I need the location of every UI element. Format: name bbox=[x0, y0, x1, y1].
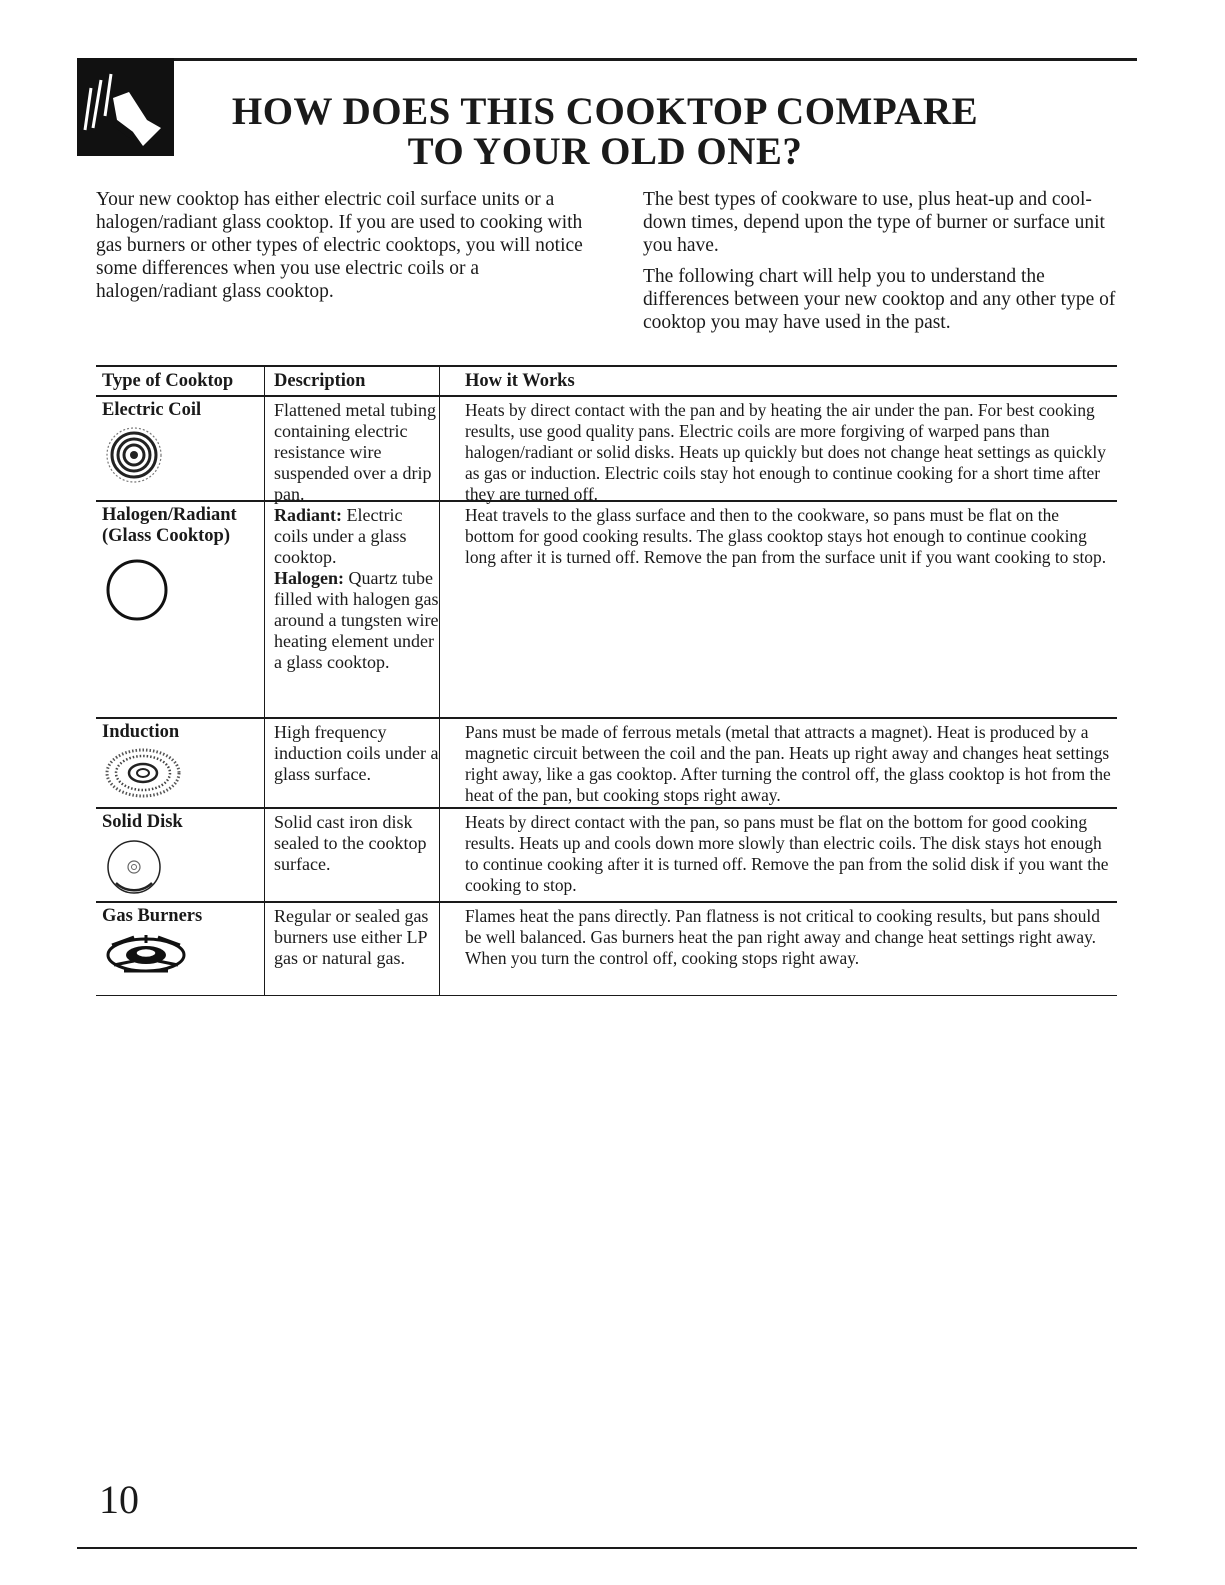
page-title bbox=[180, 92, 1030, 172]
solid-disk-icon bbox=[104, 837, 264, 902]
title-line-1: HOW DOES THIS COOKTOP COMPARE bbox=[231, 90, 979, 133]
header-description: Description bbox=[264, 367, 439, 395]
type-name: Gas Burners bbox=[102, 906, 203, 926]
how-it-works-text: Heats by direct contact with the pan and by heating the air under the pan. For best cooking results, use good quality pans. Electric coils are more forgiving of warped pans than halogen/radiant or solid disks. Heats up quickly but does not change heat settings as quickly as gas or induction. Electric coils stay hot enough to continue cooking for a short time after they are turned off. bbox=[465, 400, 1106, 504]
bottom-rule bbox=[77, 1547, 1137, 1549]
table-row bbox=[96, 502, 1117, 719]
how-it-works-text: Flames heat the pans directly. Pan flatness is not critical to cooking results, but pans should be well balanced. Gas burners heat the pan right away and change heat settings right away. When you turn the control off, cooking stops right away. bbox=[465, 906, 1100, 968]
description-text: Regular or sealed gas burners use either LP gas or natural gas. bbox=[274, 906, 429, 968]
type-name: Induction bbox=[102, 722, 180, 742]
how-it-works-text: Heat travels to the glass surface and then to the cookware, so pans must be flat on the bottom for good cooking results. The glass cooktop stays hot enough to continue cooking long after it is turned off. Remove the pan from the surface unit if you want cooking to stop. bbox=[465, 505, 1107, 567]
halogen-label: Halogen: bbox=[274, 568, 344, 588]
header-how-it-works: How it Works bbox=[439, 367, 1117, 395]
top-rule bbox=[170, 58, 1137, 61]
halogen-description: Quartz tube filled with halogen gas around a tungsten wire heating element under a glass cooktop. bbox=[274, 568, 439, 672]
radiant-description: Electric coils under a glass cooktop. bbox=[274, 505, 407, 567]
electric-coil-icon bbox=[104, 425, 264, 490]
cooktop-comparison-table bbox=[96, 365, 1117, 996]
description-text: Solid cast iron disk sealed to the cooktop surface. bbox=[274, 812, 427, 874]
table-row bbox=[96, 719, 1117, 809]
how-it-works-text: Pans must be made of ferrous metals (metal that attracts a magnet). Heat is produced by a magnetic circuit between the coil and the pan. Heats up right away and changes heat settings right away, like a gas cooktop. After turning the control off, the glass cooktop is hot from the heat of the pan, but cooking stops right away. bbox=[465, 722, 1111, 805]
table-row bbox=[96, 397, 1117, 502]
glass-cooktop-ring-icon bbox=[104, 557, 264, 628]
how-it-works-text: Heats by direct contact with the pan, so pans must be flat on the bottom for good cooking results. Heats up and cools down more slowly than electric coils. The disk stays hot enough to continue cooking after it is turned off. Remove the pan from the solid disk if you want the cooking to stop. bbox=[465, 812, 1109, 895]
type-name-sub: (Glass Cooktop) bbox=[102, 526, 230, 546]
type-name: Solid Disk bbox=[102, 812, 183, 832]
description-text: High frequency induction coils under a glass surface. bbox=[274, 722, 439, 784]
intro-right-paragraph-2: The following chart will help you to understand the differences between your new cooktop and any other type of cooktop you may have used in the past. bbox=[643, 266, 1116, 333]
intro-left-paragraph: Your new cooktop has either electric coil surface units or a halogen/radiant glass cooktop. If you are used to cooking with gas burners or other types of electric cooktops, you will notice some differences when you use electric coils or a halogen/radiant glass cooktop. bbox=[96, 189, 583, 302]
intro-right bbox=[643, 188, 1133, 342]
header-type: Type of Cooktop bbox=[102, 371, 234, 391]
title-line-2: TO YOUR OLD ONE? bbox=[407, 130, 803, 173]
description-text bbox=[274, 502, 439, 677]
table-row bbox=[96, 809, 1117, 903]
induction-icon bbox=[104, 747, 264, 804]
table-header bbox=[96, 365, 1117, 397]
gas-burner-icon bbox=[104, 931, 264, 982]
table-row bbox=[96, 903, 1117, 996]
intro-left bbox=[96, 188, 596, 311]
type-name: Electric Coil bbox=[102, 400, 202, 420]
radiant-label: Radiant: bbox=[274, 505, 343, 525]
description-text: Flattened metal tubing containing electric resistance wire suspended over a drip pan. bbox=[274, 400, 436, 504]
type-name: Halogen/Radiant bbox=[102, 505, 237, 525]
intro-right-paragraph-1: The best types of cookware to use, plus heat-up and cool-down times, depend upon the type of burner or surface unit you have. bbox=[643, 189, 1105, 256]
page-number: 10 bbox=[99, 1477, 139, 1522]
hand-pointer-icon bbox=[77, 58, 174, 156]
